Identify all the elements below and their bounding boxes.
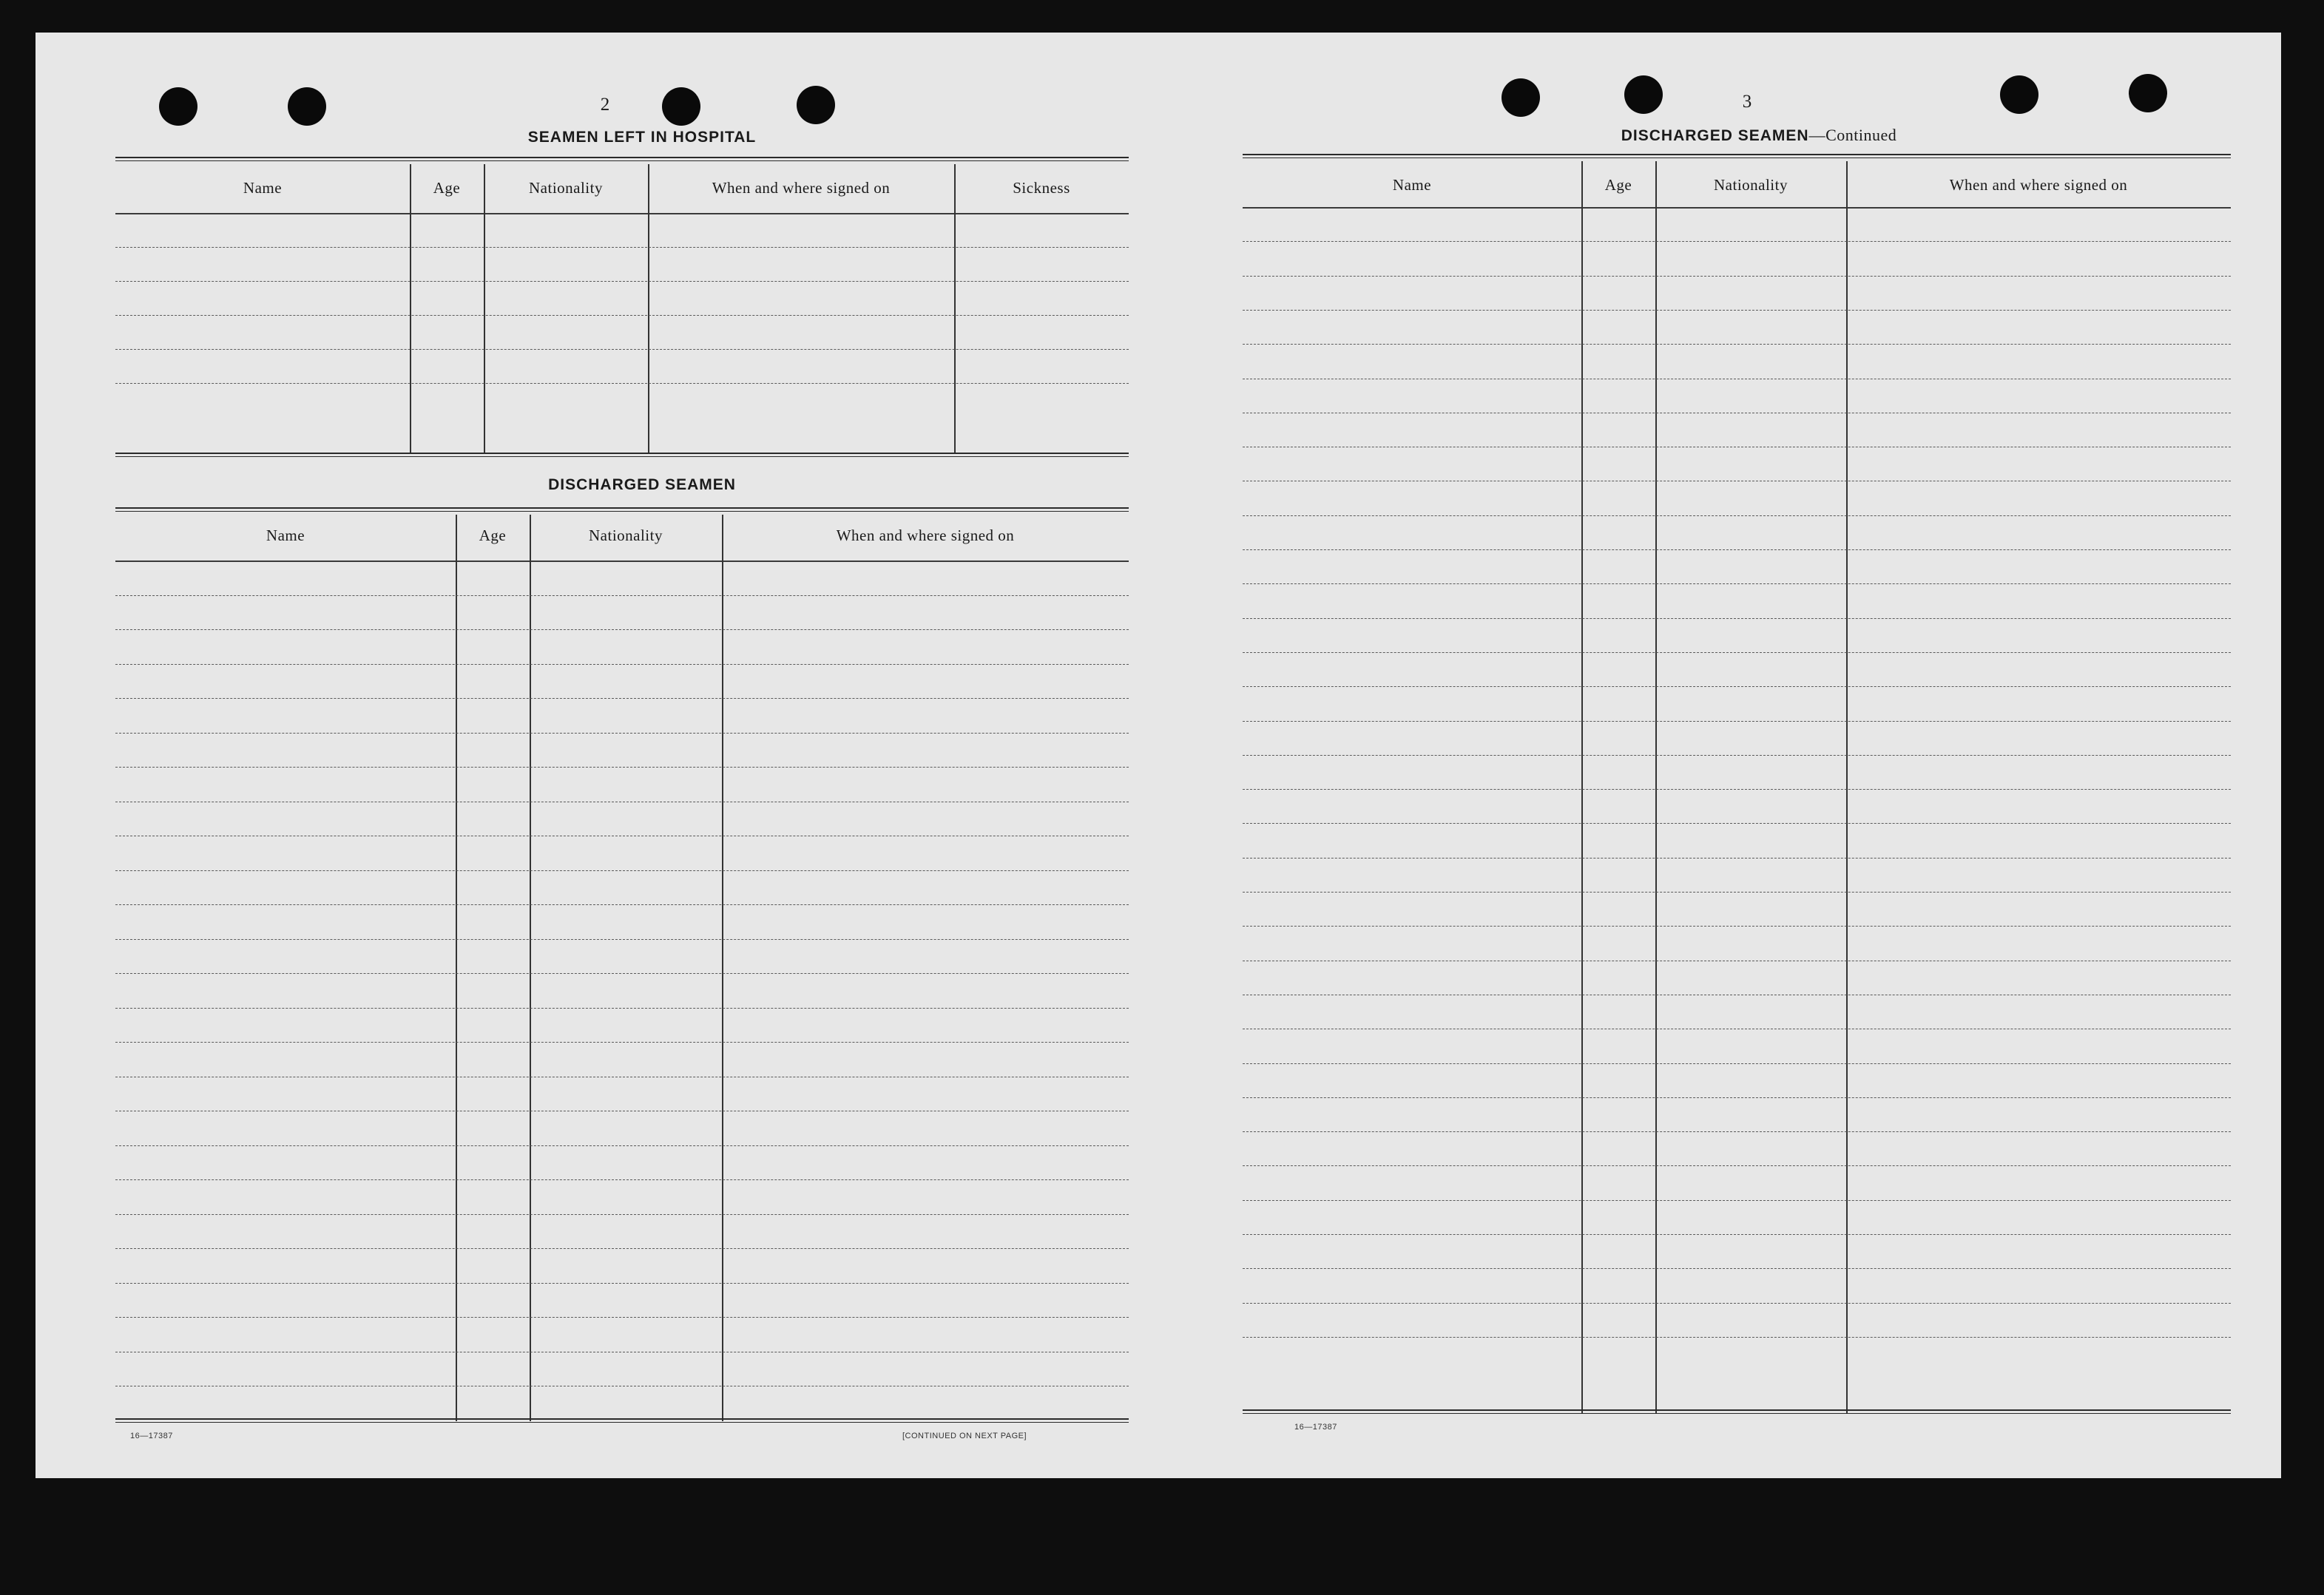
section-title-hospital: SEAMEN LEFT IN HOSPITAL (527, 129, 757, 146)
table-row (115, 1008, 1129, 1009)
continued-note: [CONTINUED ON NEXT PAGE] (902, 1432, 1027, 1440)
table-row (1243, 515, 2231, 516)
left-page (36, 33, 1160, 1478)
column-header-name: Name (243, 179, 283, 197)
column-header-signed-on: When and where signed on (1949, 176, 2128, 194)
table-row (115, 733, 1129, 734)
column-header-signed-on: When and where signed on (712, 179, 891, 197)
column-divider (954, 164, 956, 454)
right-page (1160, 33, 2281, 1478)
table-row (1243, 926, 2231, 927)
punch-hole (159, 87, 197, 126)
table-row (1243, 1063, 2231, 1064)
column-header-nationality: Nationality (1714, 176, 1788, 194)
table-row (115, 904, 1129, 905)
header-underline (1243, 207, 2231, 209)
double-rule (1243, 1409, 2231, 1414)
column-header-nationality: Nationality (589, 526, 663, 544)
column-header-sickness: Sickness (1013, 179, 1070, 197)
table-row (1243, 1303, 2231, 1304)
table-row (115, 767, 1129, 768)
table-row (1243, 755, 2231, 756)
page-number: 2 (600, 95, 610, 115)
column-header-nationality: Nationality (529, 179, 603, 197)
column-divider (456, 515, 457, 1421)
table-row (115, 1179, 1129, 1180)
double-rule (115, 157, 1129, 161)
table-row (115, 870, 1129, 871)
table-row (1243, 1165, 2231, 1166)
punch-hole (288, 87, 326, 126)
discharged-table (115, 515, 1129, 1421)
table-row (1243, 276, 2231, 277)
double-rule (115, 453, 1129, 457)
form-number: 16—17387 (1294, 1423, 1337, 1432)
section-title-discharged: DISCHARGED SEAMEN (548, 476, 736, 493)
table-row (115, 1248, 1129, 1249)
table-row (1243, 892, 2231, 893)
page-number: 3 (1742, 92, 1752, 112)
form-sheet (36, 33, 2281, 1478)
table-row (115, 1283, 1129, 1284)
column-header-age: Age (433, 179, 461, 197)
table-row (1243, 823, 2231, 824)
table-row (115, 383, 1129, 384)
table-row (1243, 1337, 2231, 1338)
column-header-name: Name (266, 526, 305, 544)
table-row (1243, 1131, 2231, 1132)
column-header-age: Age (479, 526, 507, 544)
column-header-age: Age (1604, 176, 1632, 194)
table-row (115, 939, 1129, 940)
table-row (1243, 583, 2231, 584)
column-divider (648, 164, 649, 454)
discharged-continued-table (1243, 161, 2231, 1414)
table-row (115, 281, 1129, 282)
punch-hole (2129, 74, 2167, 112)
table-row (1243, 1200, 2231, 1201)
section-title-discharged-continued (1500, 126, 2018, 145)
table-row (115, 1214, 1129, 1215)
column-header-signed-on: When and where signed on (836, 526, 1015, 544)
table-row (115, 247, 1129, 248)
hospital-table (115, 164, 1129, 454)
table-row (115, 1317, 1129, 1318)
column-divider (530, 515, 531, 1421)
punch-hole (1502, 78, 1540, 117)
table-row (115, 664, 1129, 665)
table-row (1243, 241, 2231, 242)
column-header-name: Name (1392, 176, 1432, 194)
double-rule (115, 507, 1129, 512)
table-row (115, 1042, 1129, 1043)
table-row (1243, 310, 2231, 311)
column-divider (410, 164, 411, 454)
table-row (1243, 858, 2231, 859)
table-row (1243, 789, 2231, 790)
table-row (115, 698, 1129, 699)
double-rule (115, 1418, 1129, 1423)
table-row (1243, 549, 2231, 550)
form-number: 16—17387 (130, 1432, 173, 1440)
table-row (115, 595, 1129, 596)
table-row (1243, 1268, 2231, 1269)
double-rule (1243, 154, 2231, 158)
header-underline (115, 561, 1129, 562)
punch-hole (797, 86, 835, 124)
table-row (1243, 686, 2231, 687)
table-row (115, 349, 1129, 350)
header-underline (115, 213, 1129, 214)
punch-hole (2000, 75, 2038, 114)
table-row (115, 973, 1129, 974)
punch-hole (662, 87, 700, 126)
column-divider (1846, 161, 1848, 1414)
column-divider (484, 164, 485, 454)
title-main: DISCHARGED SEAMEN (1621, 127, 1809, 144)
title-suffix: —Continued (1808, 126, 1897, 144)
table-row (1243, 344, 2231, 345)
column-divider (722, 515, 723, 1421)
table-row (115, 315, 1129, 316)
table-row (1243, 1234, 2231, 1235)
table-row (1243, 721, 2231, 722)
table-row (1243, 1097, 2231, 1098)
table-row (115, 1145, 1129, 1146)
punch-hole (1624, 75, 1663, 114)
column-divider (1581, 161, 1583, 1414)
column-divider (1655, 161, 1657, 1414)
table-row (115, 629, 1129, 630)
table-row (1243, 618, 2231, 619)
table-row (1243, 652, 2231, 653)
